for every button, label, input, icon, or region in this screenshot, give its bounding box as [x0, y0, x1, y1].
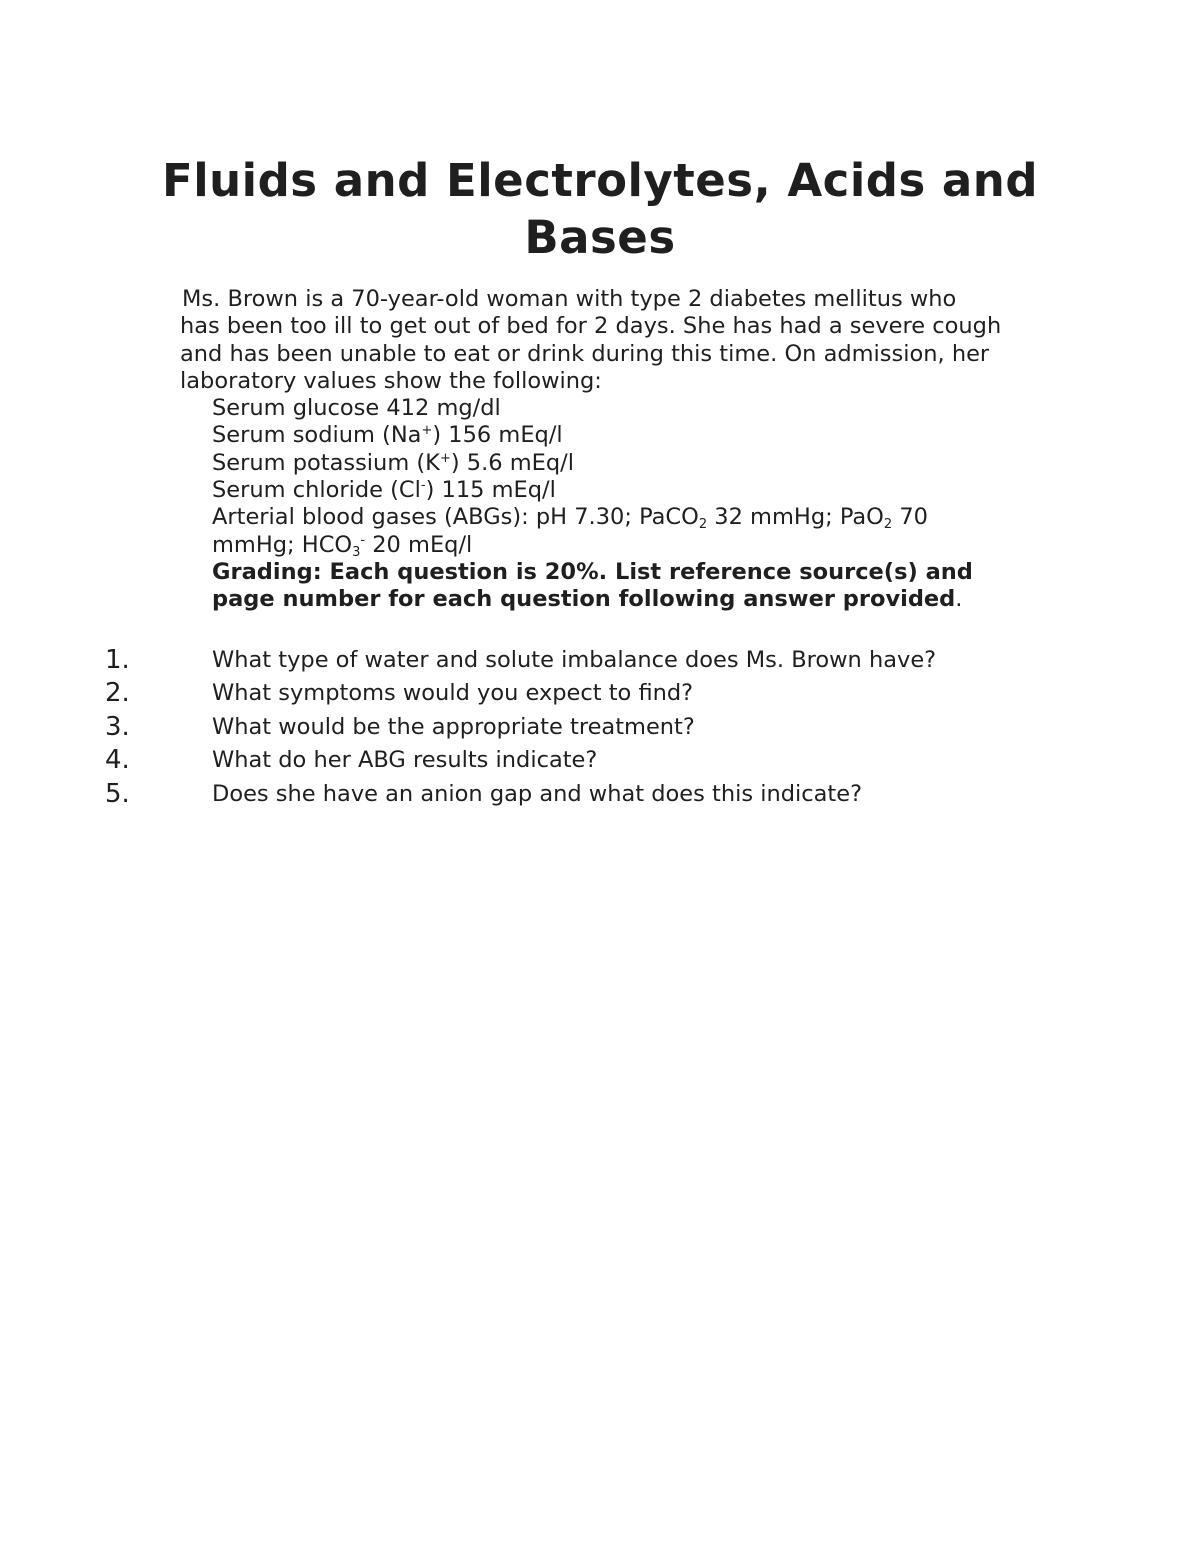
- lab-chloride: [177, 477, 1077, 504]
- question-item: [100, 644, 1100, 677]
- lab-abg-label: Arterial blood gases (ABGs): pH 7.30; PaCO: [212, 504, 699, 531]
- hco3-subscript: 3: [352, 544, 361, 560]
- chloride-charge: -: [420, 478, 426, 494]
- grading-note: [177, 559, 1077, 614]
- intro-line: laboratory values show the following:: [180, 367, 602, 394]
- lab-sodium: [177, 422, 1077, 449]
- grading-period: .: [955, 586, 963, 613]
- question-number: 3.: [105, 711, 130, 742]
- potassium-charge: +: [439, 450, 451, 466]
- lab-sodium-label: Serum sodium (Na: [212, 422, 422, 449]
- grading-line-2: [212, 586, 1077, 613]
- sodium-charge: +: [421, 423, 433, 439]
- question-text: What symptoms would you expect to find?: [212, 680, 694, 707]
- lab-hco3-value: 20 mEq/l: [365, 531, 473, 558]
- pao2-subscript: 2: [883, 517, 893, 533]
- lab-values-list: [177, 395, 1077, 559]
- question-text: What would be the appropriate treatment?: [212, 713, 695, 740]
- lab-potassium: [177, 450, 1077, 477]
- grading-line: page number for each question following answer provided: [212, 586, 956, 613]
- question-number: 1.: [105, 645, 130, 675]
- question-text: Does she have an anion gap and what does this indicate?: [212, 780, 863, 807]
- question-number: 2.: [105, 678, 130, 709]
- intro-line: and has been unable to eat or drink during this time. On admission, her: [180, 340, 990, 367]
- question-item: [100, 711, 1100, 744]
- question-number: 4.: [105, 745, 130, 776]
- lab-potassium-value: ) 5.6 mEq/l: [450, 449, 574, 476]
- lab-chloride-value: ) 115 mEq/l: [425, 477, 556, 504]
- lab-chloride-label: Serum chloride (Cl: [212, 477, 421, 504]
- question-text: What do her ABG results indicate?: [212, 747, 598, 774]
- intro-line: has been too ill to get out of bed for 2 days. She has had a severe cough: [180, 313, 1002, 340]
- question-item: [100, 677, 1100, 710]
- question-list: [100, 644, 1100, 811]
- hco3-charge: -: [360, 532, 366, 548]
- question-number: 5.: [105, 778, 130, 809]
- lab-abg-pao2-value: 70: [892, 504, 928, 531]
- case-intro: [177, 286, 1077, 395]
- lab-abg-paco2-value: 32 mmHg; PaO: [707, 504, 884, 531]
- paco2-subscript: 2: [698, 517, 708, 533]
- intro-line: Ms. Brown is a 70-year-old woman with type 2 diabetes mellitus who: [182, 286, 957, 312]
- lab-abg-continued: [177, 532, 1077, 559]
- lab-hco3-label: mmHg; HCO: [212, 531, 353, 558]
- lab-sodium-value: ) 156 mEq/l: [432, 422, 563, 449]
- lab-glucose: [177, 395, 1077, 422]
- question-item: [100, 744, 1100, 777]
- case-body: [177, 286, 1077, 614]
- question-item: [100, 778, 1100, 811]
- lab-potassium-label: Serum potassium (K: [212, 449, 440, 476]
- lab-abg: [177, 504, 1077, 531]
- page-title: Fluids and Electrolytes, Acids and Bases: [161, 154, 1039, 264]
- question-text: What type of water and solute imbalance does Ms. Brown have?: [212, 647, 937, 673]
- lab-glucose-text: Serum glucose 412 mg/dl: [212, 395, 501, 422]
- grading-line: Grading: Each question is 20%. List reference source(s) and: [212, 558, 973, 585]
